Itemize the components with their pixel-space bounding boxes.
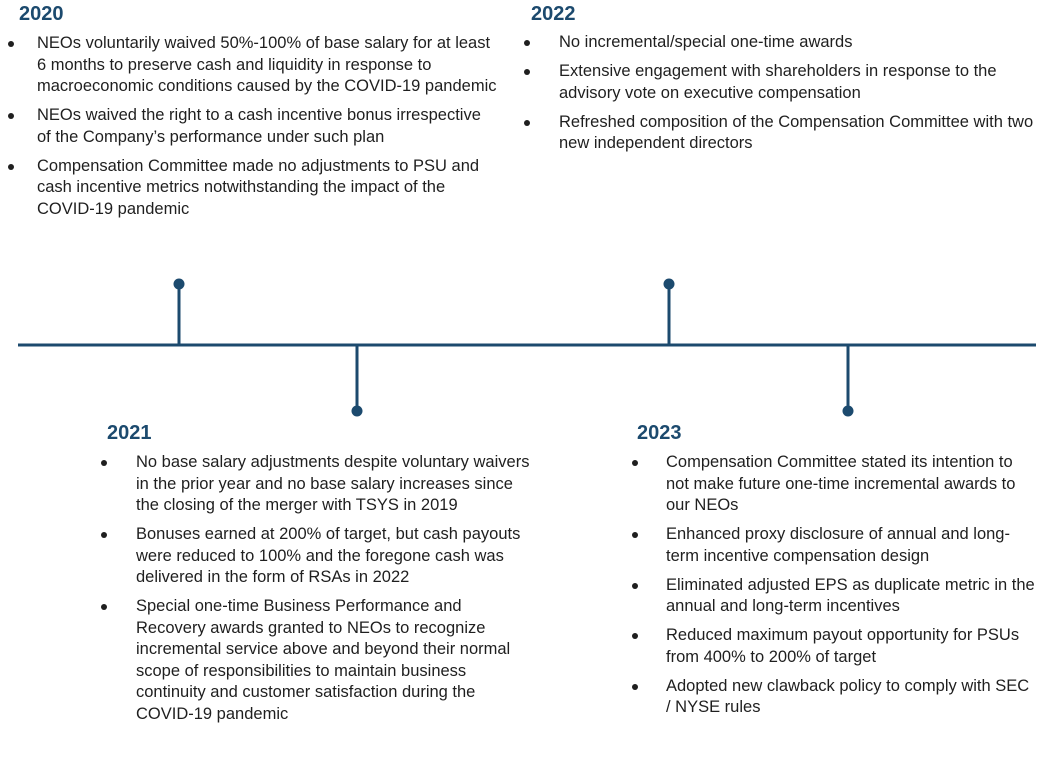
list-item xyxy=(632,625,1037,668)
list-item xyxy=(524,61,1034,104)
list-item-text: Compensation Committee made no adjustments to PSU and cash incentive metrics notwithstanding the impact of the COVID-19 pandemic xyxy=(37,156,480,218)
list-item xyxy=(524,32,1034,54)
marker-2022 xyxy=(664,279,675,290)
list-item-text: Refreshed composition of the Compensation Committee with two new independent directors xyxy=(559,112,1034,152)
list-item-text: Enhanced proxy disclosure of annual and long-term incentive compensation design xyxy=(666,525,1010,565)
year-2020-list xyxy=(8,33,498,228)
year-2020-label: 2020 xyxy=(19,3,64,25)
year-2021-label: 2021 xyxy=(107,422,152,444)
list-item-text: NEOs waived the right to a cash incentive bonus irrespective of the Company’s performance under such plan xyxy=(37,106,481,146)
list-item-text: NEOs voluntarily waived 50%-100% of base salary for at least 6 months to preserve cash and liquidity in response to macroeconomic conditions caused by the COVID-19 pandemic xyxy=(37,34,497,95)
list-item xyxy=(101,524,533,589)
list-item-text: Adopted new clawback policy to comply with SEC / NYSE rules xyxy=(666,676,1030,716)
list-item xyxy=(524,112,1034,155)
list-item-text: No base salary adjustments despite voluntary waivers in the prior year and no base salary increases since the closing of the merger with TSYS in 2019 xyxy=(136,453,530,514)
year-2022-label: 2022 xyxy=(531,3,576,25)
list-item-text: Bonuses earned at 200% of target, but cash payouts were reduced to 100% and the foregone cash was delivered in the form of RSAs in 2022 xyxy=(136,525,521,586)
list-item xyxy=(101,452,533,517)
list-item xyxy=(632,575,1037,618)
year-2021-list xyxy=(101,452,533,733)
marker-2020 xyxy=(174,279,185,290)
list-item-text: Eliminated adjusted EPS as duplicate metric in the annual and long-term incentives xyxy=(666,575,1035,615)
list-item-text: Compensation Committee stated its intention to not make future one-time incremental awards to our NEOs xyxy=(666,453,1016,514)
list-item xyxy=(101,596,533,725)
list-item-text: Special one-time Business Performance and Recovery awards granted to NEOs to recognize incremental service above and beyond their normal scope of responsibilities to maintain business continuity and customer satisfaction during the COVID-19 pandemic xyxy=(136,597,511,723)
list-item xyxy=(8,156,498,221)
list-item xyxy=(8,105,498,148)
list-item xyxy=(632,676,1037,719)
year-2022-list xyxy=(524,32,1034,162)
list-item-text: Extensive engagement with shareholders in response to the advisory vote on executive compensation xyxy=(559,62,997,102)
list-item xyxy=(632,452,1037,517)
marker-2023 xyxy=(843,406,854,417)
list-item xyxy=(632,524,1037,567)
list-item xyxy=(8,33,498,98)
list-item-text: No incremental/special one-time awards xyxy=(559,33,853,51)
year-2023-label: 2023 xyxy=(637,422,682,444)
year-2023-list xyxy=(632,452,1037,726)
list-item-text: Reduced maximum payout opportunity for PSUs from 400% to 200% of target xyxy=(666,626,1020,666)
marker-2021 xyxy=(352,406,363,417)
